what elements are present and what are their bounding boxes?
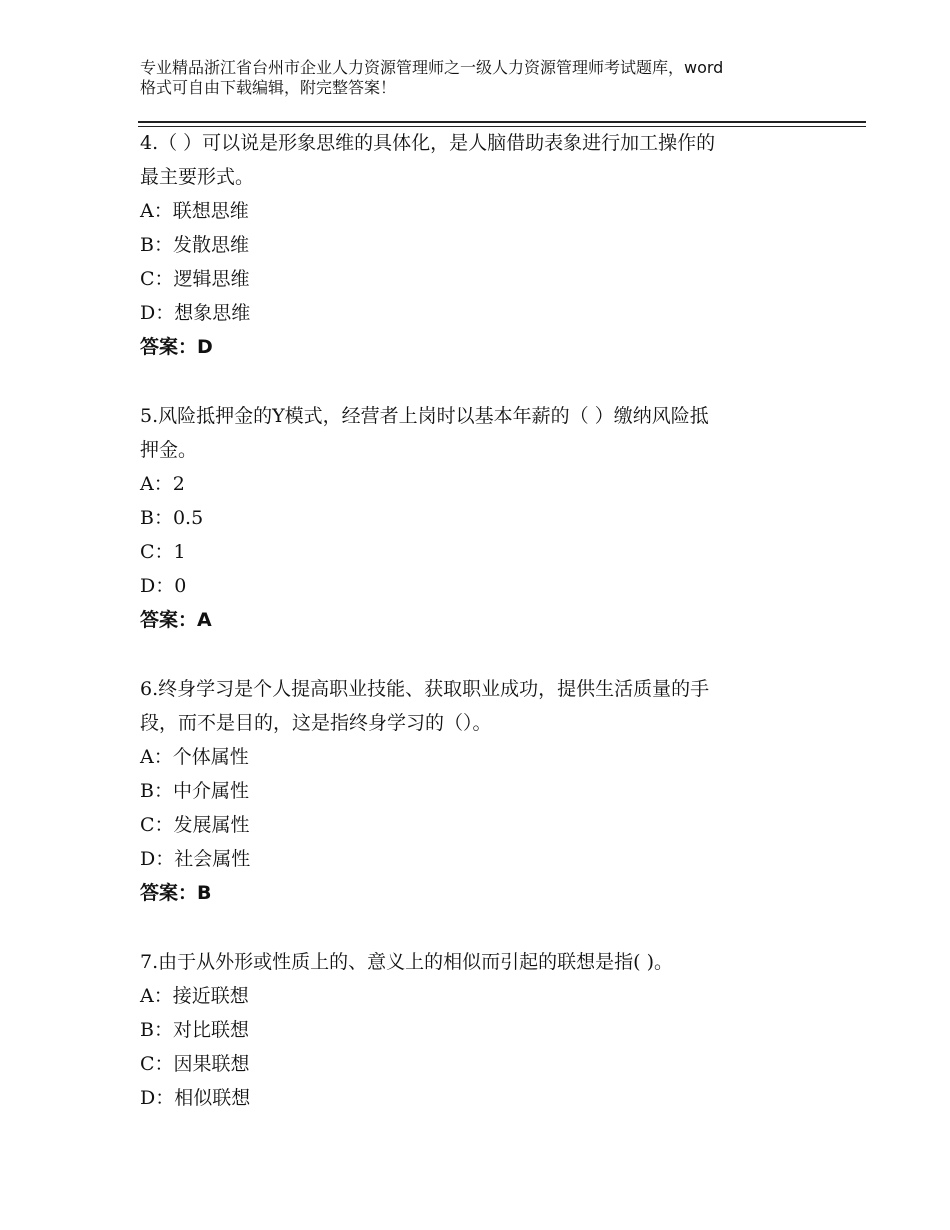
option-b: B：中介属性 bbox=[140, 780, 249, 802]
option-d: D：相似联想 bbox=[140, 1087, 251, 1109]
question-7 bbox=[140, 945, 673, 1115]
option-c: C：1 bbox=[140, 541, 186, 563]
option-c: C：因果联想 bbox=[140, 1053, 250, 1075]
option-a: A：个体属性 bbox=[140, 746, 249, 768]
option-d: D：社会属性 bbox=[140, 848, 251, 870]
question-stem: 6.终身学习是个人提高职业技能、获取职业成功，提供生活质量的手 bbox=[140, 678, 710, 700]
question-stem: 7.由于从外形或性质上的、意义上的相似而引起的联想是指( )。 bbox=[140, 951, 673, 973]
question-stem-cont: 押金。 bbox=[140, 439, 198, 461]
option-d: D：0 bbox=[140, 575, 187, 597]
question-stem-cont: 段，而不是目的，这是指终身学习的（）。 bbox=[140, 712, 492, 734]
header-line-2: 格式可自由下载编辑，附完整答案！ bbox=[140, 78, 397, 97]
header-rule-thick bbox=[138, 121, 866, 123]
option-b: B：对比联想 bbox=[140, 1019, 249, 1041]
option-c: C：逻辑思维 bbox=[140, 268, 250, 290]
question-5 bbox=[140, 399, 709, 637]
option-a: A：接近联想 bbox=[140, 985, 249, 1007]
option-a: A：联想思维 bbox=[140, 200, 249, 222]
option-b: B：发散思维 bbox=[140, 234, 249, 256]
question-stem-cont: 最主要形式。 bbox=[140, 166, 255, 188]
question-stem: 5.风险抵押金的Y模式，经营者上岗时以基本年薪的（ ）缴纳风险抵 bbox=[140, 405, 709, 427]
question-6 bbox=[140, 672, 709, 910]
answer: 答案：A bbox=[140, 609, 212, 631]
option-c: C：发展属性 bbox=[140, 814, 250, 836]
document-header bbox=[140, 58, 820, 98]
option-a: A：2 bbox=[140, 473, 185, 495]
header-line-1: 专业精品浙江省台州市企业人力资源管理师之一级人力资源管理师考试题库，word bbox=[140, 58, 724, 77]
answer: 答案：B bbox=[140, 882, 212, 904]
question-4 bbox=[140, 126, 715, 364]
answer: 答案：D bbox=[140, 336, 213, 358]
option-b: B：0.5 bbox=[140, 507, 204, 529]
option-d: D：想象思维 bbox=[140, 302, 251, 324]
question-stem: 4.（ ）可以说是形象思维的具体化，是人脑借助表象进行加工操作的 bbox=[140, 132, 716, 154]
